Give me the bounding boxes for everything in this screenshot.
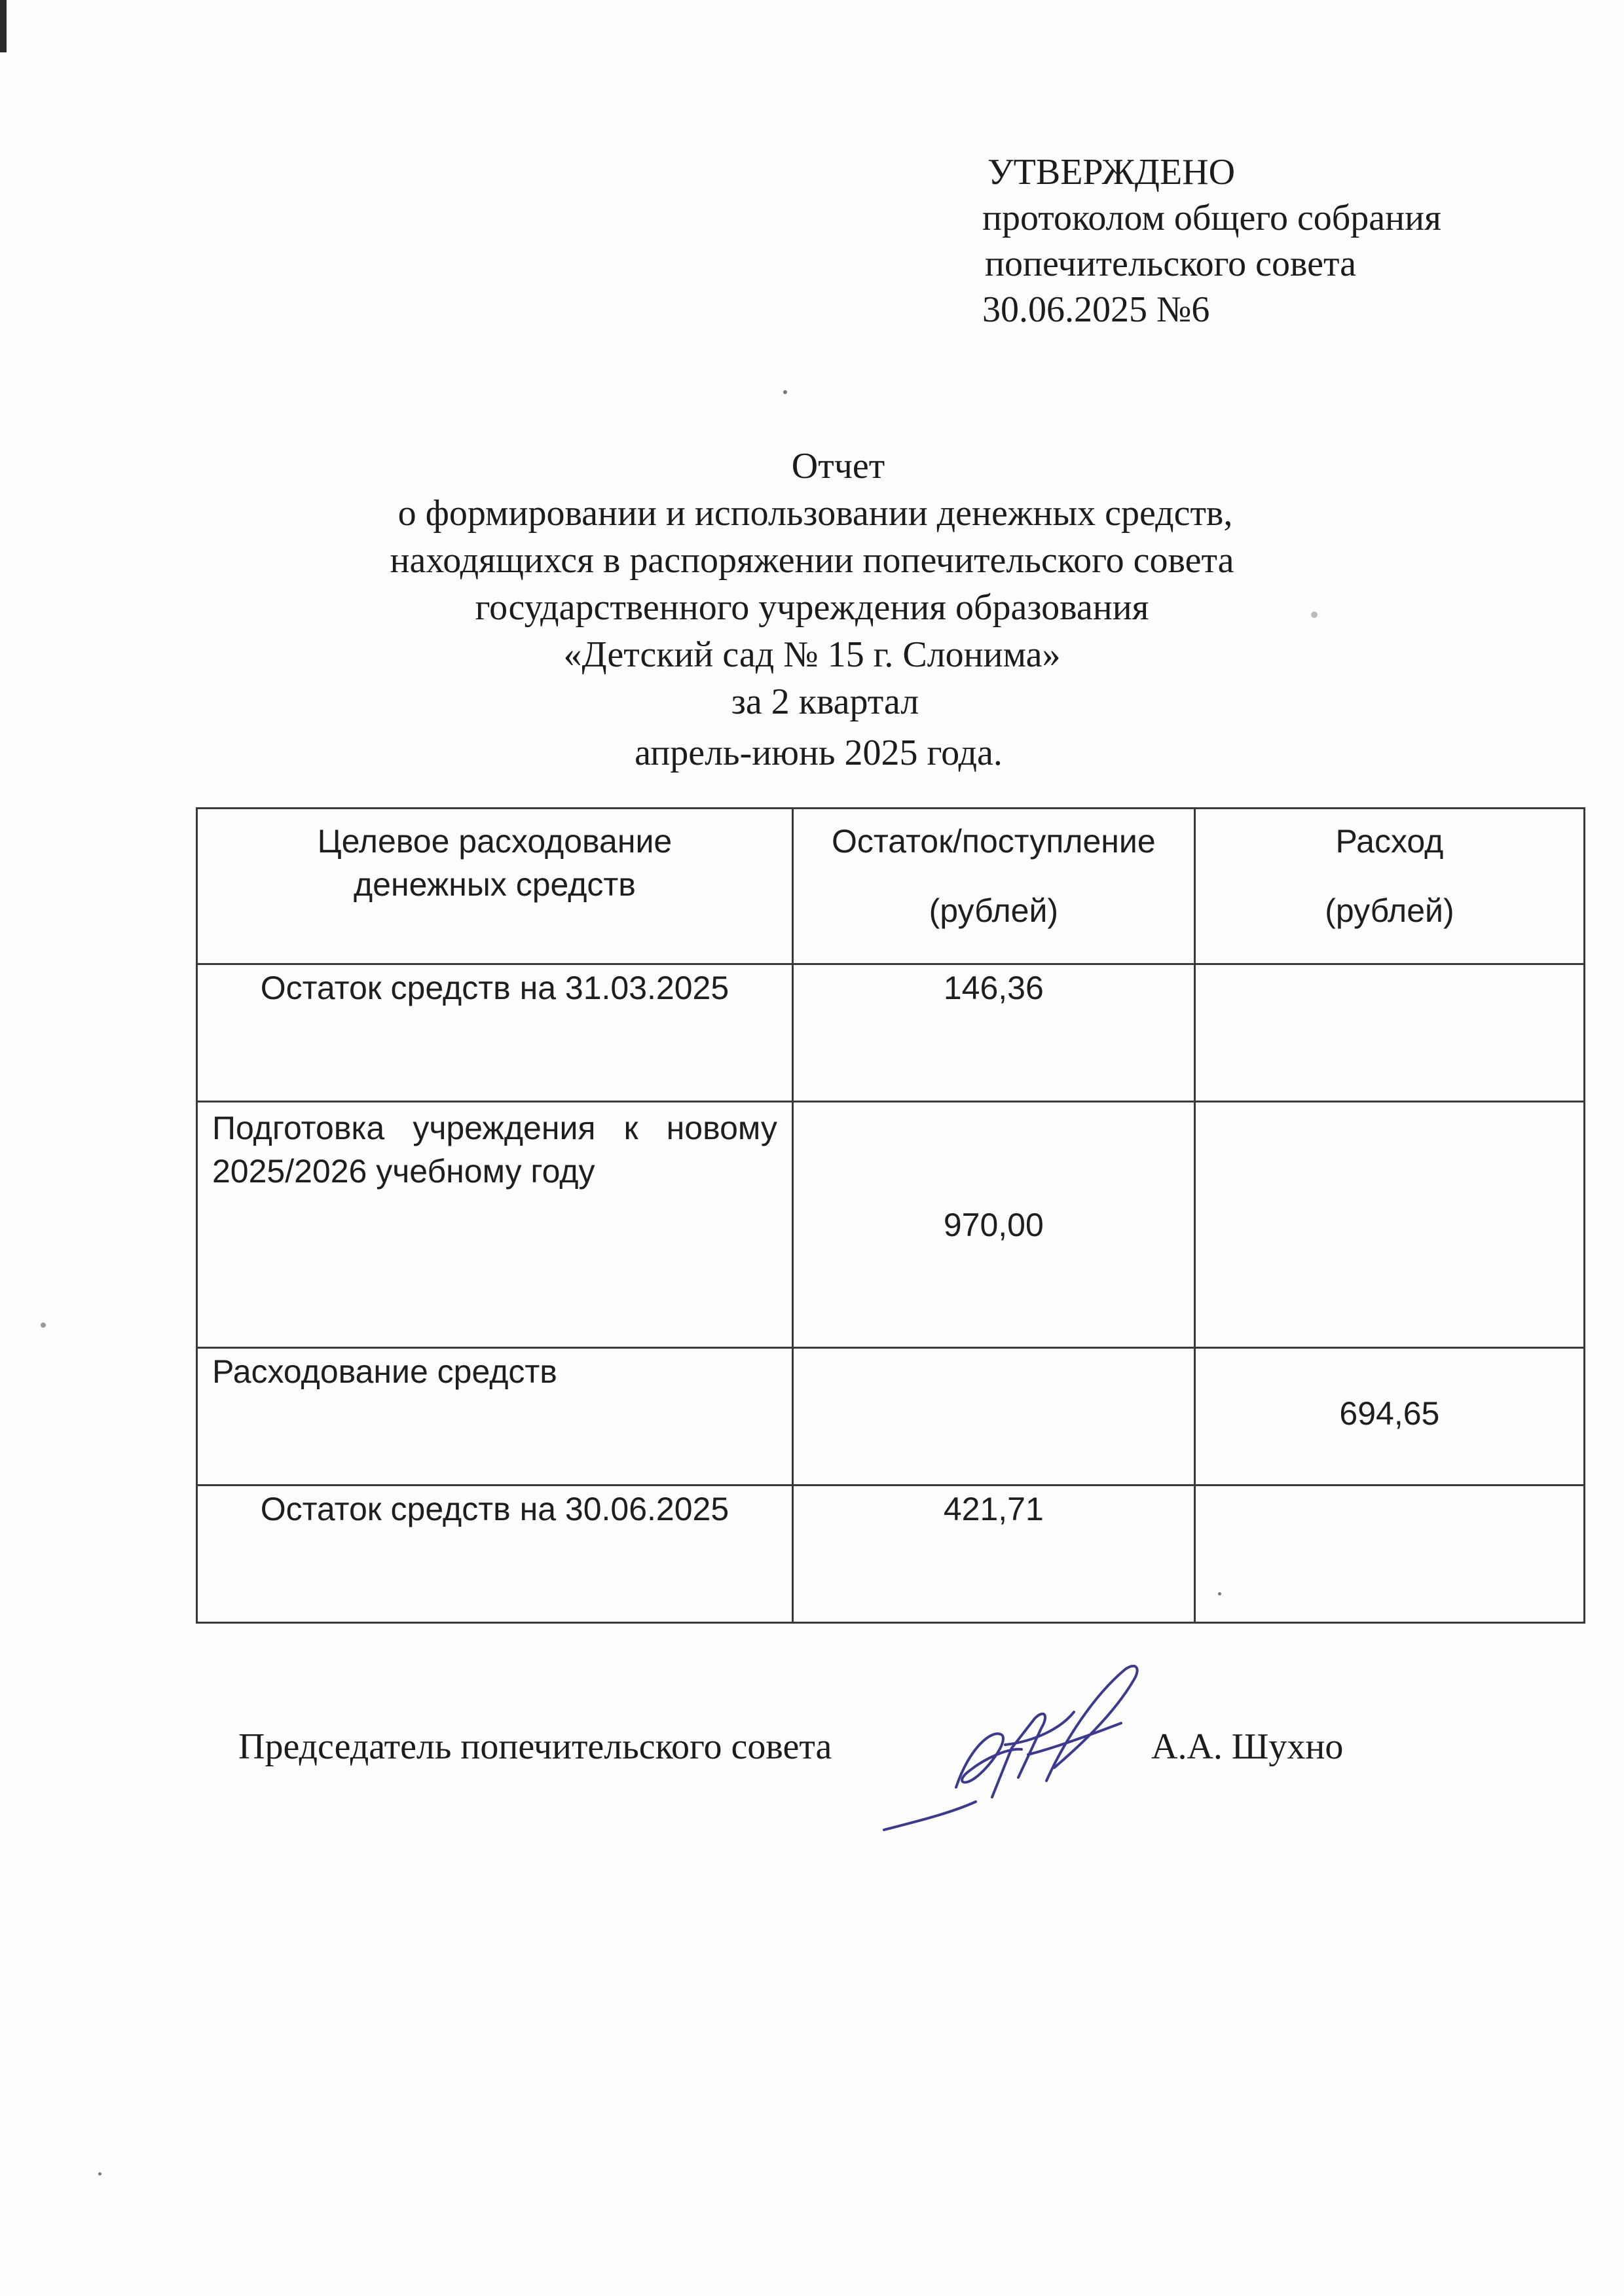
approval-date-number: 30.06.2025 №6 — [982, 289, 1210, 330]
handwritten-signature — [877, 1650, 1166, 1846]
report-table — [196, 807, 1585, 1624]
row-expense — [1194, 964, 1584, 1102]
title-line-1: Отчет — [791, 446, 885, 486]
title-line-3: находящихся в распоряжении попечительского совета — [390, 540, 1234, 581]
header-income-unit: (рублей) — [929, 892, 1059, 929]
scan-edge — [0, 0, 7, 52]
header-income-line1: Остаток/поступление — [832, 823, 1156, 860]
title-line-6: за 2 квартал — [731, 682, 919, 722]
title-line-5: «Детский сад № 15 г. Слонима» — [563, 634, 1061, 675]
title-line-7: апрель-июнь 2025 года. — [635, 733, 1003, 773]
scan-speck — [1218, 1592, 1221, 1595]
header-expense — [1194, 809, 1584, 964]
table-row — [197, 1348, 1585, 1485]
scan-speck — [1311, 611, 1318, 618]
signer-name: А.А. Шухно — [1151, 1726, 1344, 1767]
row-income — [792, 1348, 1194, 1485]
row-expense — [1194, 1485, 1584, 1623]
row-purpose: Остаток средств на 31.03.2025 — [197, 964, 793, 1102]
chairman-title: Председатель попечительского совета — [238, 1726, 832, 1767]
row-expense — [1194, 1102, 1584, 1348]
table-row — [197, 964, 1585, 1102]
header-income — [792, 809, 1194, 964]
row-purpose: Остаток средств на 30.06.2025 — [197, 1485, 793, 1623]
approval-council: попечительского совета — [985, 244, 1356, 284]
title-line-4: государственного учреждения образования — [475, 587, 1149, 628]
header-expense-line1: Расход — [1335, 823, 1444, 860]
header-purpose-line2: денежных средств — [353, 866, 636, 903]
scan-speck — [783, 390, 787, 394]
row-income: 970,00 — [792, 1102, 1194, 1348]
table-row — [197, 1102, 1585, 1348]
title-line-2: о формировании и использовании денежных средств, — [397, 493, 1233, 534]
approval-stamp-block — [982, 149, 1441, 333]
scan-speck — [41, 1322, 46, 1328]
row-expense: 694,65 — [1194, 1348, 1584, 1485]
row-purpose: Подготовка учреждения к новому 2025/2026 учебному году — [197, 1102, 793, 1348]
header-purpose-line1: Целевое расходование — [317, 823, 673, 860]
row-income: 421,71 — [792, 1485, 1194, 1623]
table-row — [197, 1485, 1585, 1623]
approval-protocol: протоколом общего собрания — [982, 198, 1441, 238]
header-purpose — [197, 809, 793, 964]
row-purpose: Расходование средств — [197, 1348, 793, 1485]
scan-speck — [98, 2172, 101, 2176]
approval-heading: УТВЕРЖДЕНО — [987, 152, 1236, 192]
row-income: 146,36 — [792, 964, 1194, 1102]
table-header-row — [197, 809, 1585, 964]
header-expense-unit: (рублей) — [1325, 892, 1454, 929]
report-title — [0, 443, 1624, 776]
